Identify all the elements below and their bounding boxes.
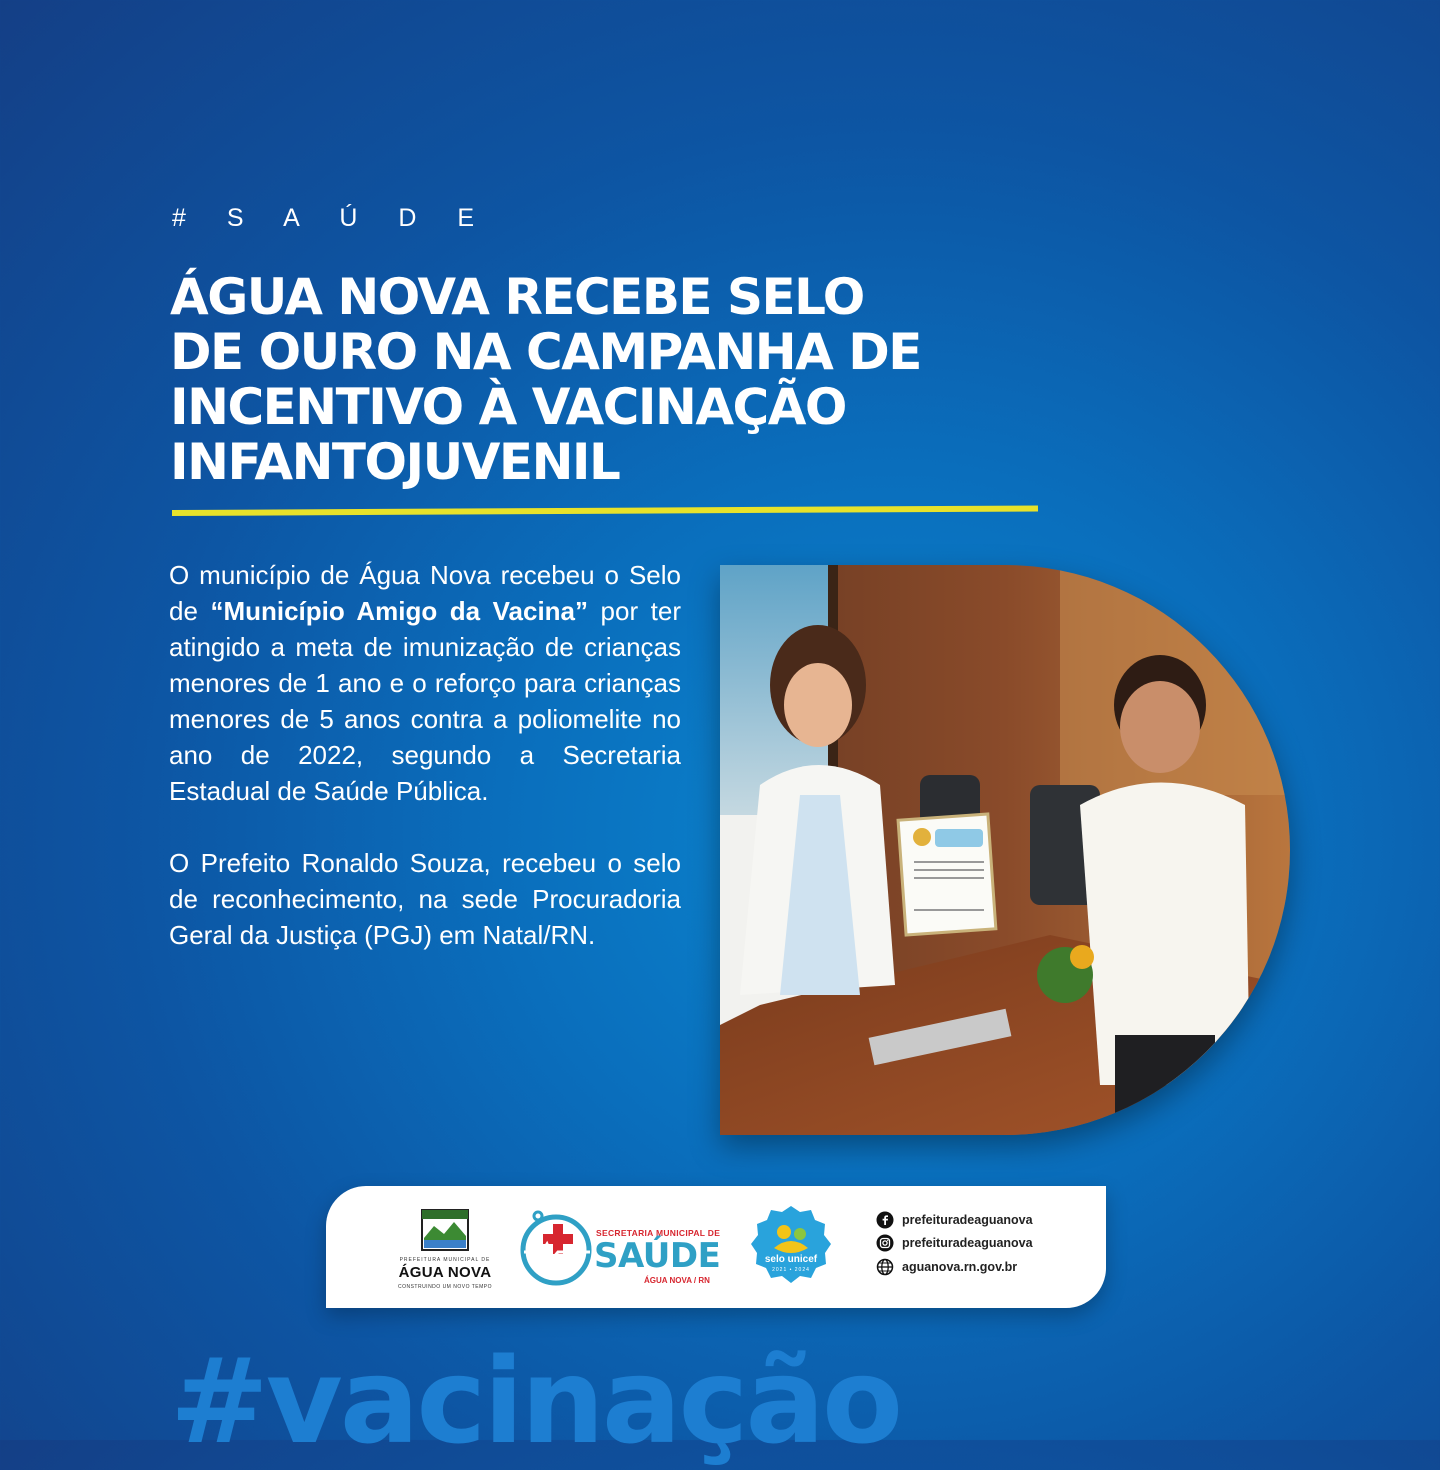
hashtag: #vacinação bbox=[170, 1332, 901, 1470]
paragraph-1 bbox=[169, 557, 681, 809]
medical-cross-icon bbox=[543, 1224, 573, 1254]
article-body bbox=[169, 557, 681, 989]
photo-illustration bbox=[720, 565, 1290, 1135]
globe-icon bbox=[876, 1258, 894, 1276]
paragraph-text: O município de Água Nova recebeu o Selo de bbox=[169, 560, 681, 626]
facebook-icon bbox=[876, 1211, 894, 1229]
instagram-icon bbox=[876, 1234, 894, 1252]
facebook-handle: prefeituradeaguanova bbox=[902, 1212, 1033, 1227]
unicef-label: selo unicef bbox=[764, 1254, 818, 1265]
saude-name: SAÚDE bbox=[594, 1236, 721, 1276]
prefeitura-label: PREFEITURA MUNICIPAL DE bbox=[399, 1257, 491, 1263]
unicef-seal bbox=[748, 1204, 834, 1290]
unicef-years: 2021 • 2024 bbox=[772, 1267, 810, 1273]
paragraph-2: O Prefeito Ronaldo Souza, recebeu o selo de reconhecimento, na sede Procuradoria Geral da Justiça (PGJ) em Natal/RN. bbox=[169, 848, 681, 950]
seal-name: “Município Amigo da Vacina” bbox=[210, 596, 589, 626]
saude-logo bbox=[518, 1206, 728, 1288]
social-links bbox=[876, 1208, 1033, 1279]
agua-nova-name: ÁGUA NOVA bbox=[398, 1264, 492, 1281]
unicef-seal-icon bbox=[748, 1204, 834, 1290]
coat-of-arms-icon bbox=[420, 1208, 470, 1252]
headline-underline bbox=[172, 505, 1038, 516]
headline bbox=[170, 270, 1050, 490]
website-link[interactable] bbox=[876, 1255, 1033, 1279]
headline-line: INCENTIVO À VACINAÇÃO bbox=[170, 378, 846, 436]
instagram-link[interactable] bbox=[876, 1232, 1033, 1256]
headline-line: DE OURO NA CAMPANHA DE bbox=[170, 323, 921, 381]
secretaria-label: SECRETARIA MUNICIPAL DE bbox=[596, 1228, 721, 1238]
headline-line: ÁGUA NOVA RECEBE SELO bbox=[170, 268, 864, 326]
category-tag: # S A Ú D E bbox=[172, 204, 492, 232]
slogan: CONSTRUINDO UM NOVO TEMPO bbox=[397, 1284, 493, 1290]
instagram-handle: prefeituradeaguanova bbox=[902, 1236, 1033, 1251]
stethoscope-icon bbox=[518, 1206, 598, 1288]
headline-line: INFANTOJUVENIL bbox=[170, 433, 620, 491]
agua-nova-logo bbox=[396, 1208, 494, 1294]
award-photo bbox=[720, 565, 1290, 1135]
saude-city: ÁGUA NOVA / RN bbox=[644, 1276, 710, 1285]
website-url: aguanova.rn.gov.br bbox=[902, 1259, 1018, 1274]
footer-bar bbox=[326, 1186, 1106, 1308]
paragraph-text: por ter atingido a meta de imunização de crianças menores de 1 ano e o reforço para crianças menores de 5 anos contra a poliomelite no ano de 2022, segundo a Secretaria Estadual de Saúde Pública. bbox=[169, 596, 681, 806]
facebook-link[interactable] bbox=[876, 1208, 1033, 1232]
